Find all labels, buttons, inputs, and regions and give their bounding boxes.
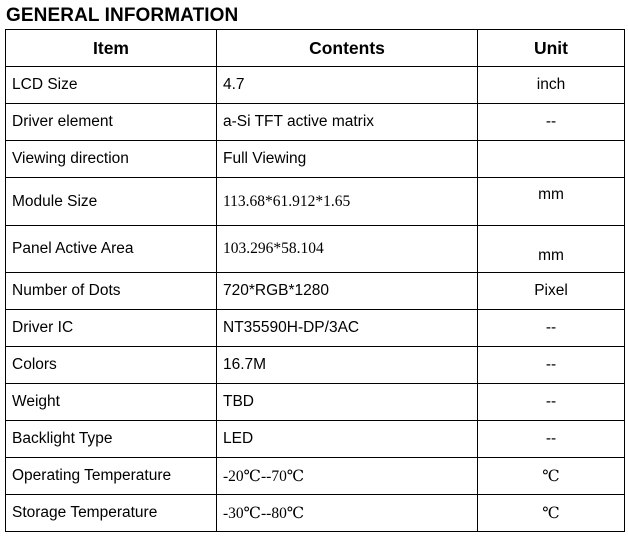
row-unit: ℃ bbox=[478, 458, 625, 495]
row-item: Backlight Type bbox=[6, 421, 217, 458]
row-unit: inch bbox=[478, 67, 625, 104]
row-unit bbox=[478, 141, 625, 178]
row-item: Number of Dots bbox=[6, 273, 217, 310]
row-contents: TBD bbox=[217, 384, 478, 421]
row-unit: -- bbox=[478, 104, 625, 141]
row-contents: Full Viewing bbox=[217, 141, 478, 178]
row-unit: mm bbox=[478, 178, 625, 226]
table-header-row bbox=[6, 30, 625, 67]
row-contents: a-Si TFT active matrix bbox=[217, 104, 478, 141]
row-unit: -- bbox=[478, 347, 625, 384]
table-row bbox=[6, 458, 625, 495]
row-item: Panel Active Area bbox=[6, 226, 217, 273]
row-item: Viewing direction bbox=[6, 141, 217, 178]
table-row bbox=[6, 141, 625, 178]
row-item: Driver element bbox=[6, 104, 217, 141]
table-row bbox=[6, 178, 625, 226]
row-contents: LED bbox=[217, 421, 478, 458]
row-unit: -- bbox=[478, 310, 625, 347]
row-contents: 103.296*58.104 bbox=[217, 226, 478, 273]
row-unit: mm bbox=[478, 226, 625, 273]
row-unit: -- bbox=[478, 421, 625, 458]
row-item: Driver IC bbox=[6, 310, 217, 347]
table-row bbox=[6, 226, 625, 273]
table-row bbox=[6, 310, 625, 347]
row-item: Storage Temperature bbox=[6, 495, 217, 532]
header-unit: Unit bbox=[478, 30, 625, 67]
header-item: Item bbox=[6, 30, 217, 67]
row-unit: Pixel bbox=[478, 273, 625, 310]
row-contents: -20℃--70℃ bbox=[217, 458, 478, 495]
table-row bbox=[6, 347, 625, 384]
table-row bbox=[6, 104, 625, 141]
table-row bbox=[6, 384, 625, 421]
page-title: GENERAL INFORMATION bbox=[6, 5, 239, 26]
table-row bbox=[6, 273, 625, 310]
row-contents: -30℃--80℃ bbox=[217, 495, 478, 532]
row-item: Module Size bbox=[6, 178, 217, 226]
row-contents: 16.7M bbox=[217, 347, 478, 384]
row-item: LCD Size bbox=[6, 67, 217, 104]
row-unit: ℃ bbox=[478, 495, 625, 532]
table-row bbox=[6, 421, 625, 458]
row-unit: -- bbox=[478, 384, 625, 421]
row-contents: 113.68*61.912*1.65 bbox=[217, 178, 478, 226]
row-item: Colors bbox=[6, 347, 217, 384]
table-row bbox=[6, 495, 625, 532]
row-item: Weight bbox=[6, 384, 217, 421]
row-item: Operating Temperature bbox=[6, 458, 217, 495]
row-contents: 4.7 bbox=[217, 67, 478, 104]
row-contents: NT35590H-DP/3AC bbox=[217, 310, 478, 347]
row-contents: 720*RGB*1280 bbox=[217, 273, 478, 310]
general-information-table bbox=[5, 29, 625, 532]
table-row bbox=[6, 67, 625, 104]
header-contents: Contents bbox=[217, 30, 478, 67]
